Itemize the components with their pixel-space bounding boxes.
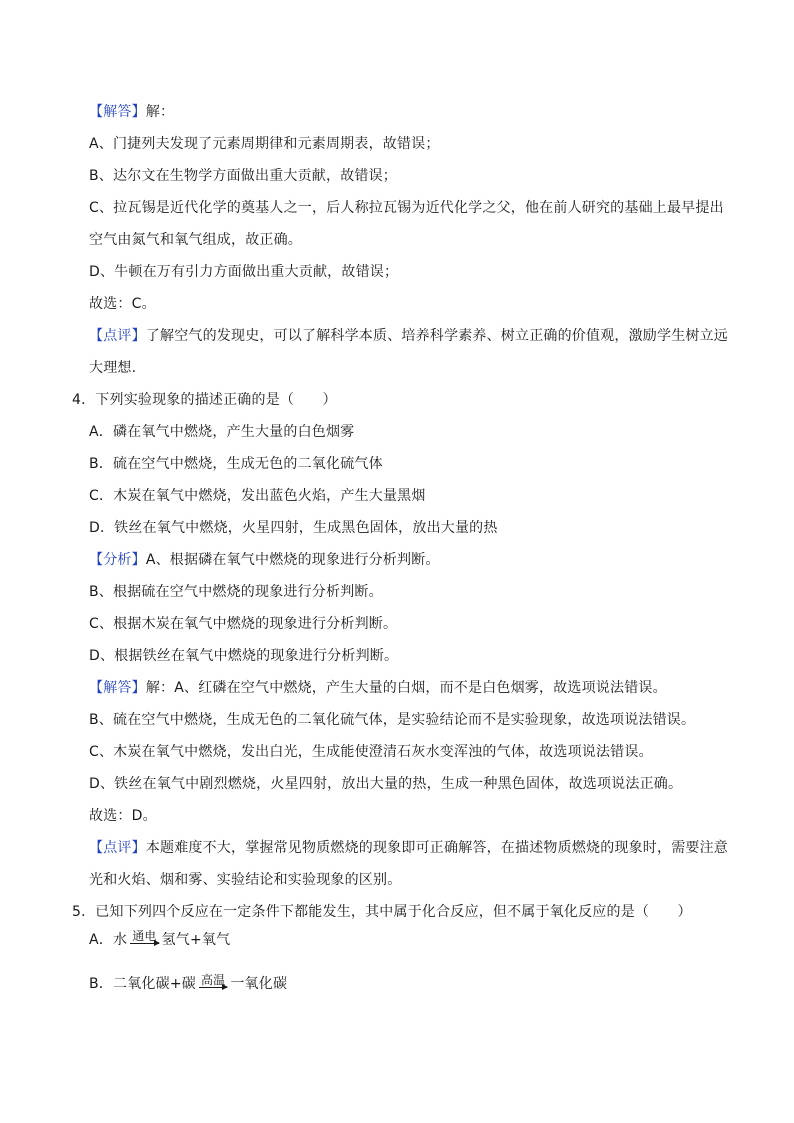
q4-answer-c: C、木炭在氧气中燃烧，发出白光，生成能使澄清石灰水变浑浊的气体，故选项说法错误。: [89, 744, 653, 760]
q3-answer-a: A、门捷列夫发现了元素周期律和元素周期表，故错误；: [89, 136, 440, 152]
q3-answer-tag: 【解答】: [89, 104, 146, 120]
q5-option-b: [89, 974, 287, 994]
q4-choice: 故选：D。: [89, 808, 157, 824]
q3-comment-text: 了解空气的发现史，可以了解科学本质、培养科学素养、树立正确的价值观，激励学生树立远: [145, 328, 729, 344]
q4-option-d: D．铁丝在氧气中燃烧，火星四射，生成黑色固体，放出大量的热: [89, 520, 498, 536]
q4-comment-tag: 【点评】: [89, 840, 146, 856]
q5-option-a-product: 氢气+氧气: [161, 932, 231, 948]
q5-option-a-reactant: 水: [112, 932, 128, 948]
q5-option-b-reactant: 二氧化碳+碳: [113, 976, 196, 992]
q4-question: 4．下列实验现象的描述正确的是（ ）: [72, 392, 337, 408]
q4-option-b: B．硫在空气中燃烧，生成无色的二氧化硫气体: [89, 456, 383, 472]
q4-comment-line2: 光和火焰、烟和雾、实验结论和实验现象的区别。: [89, 872, 402, 888]
q4-comment-line1: [89, 838, 728, 858]
q4-option-a: A．磷在氧气中燃烧，产生大量的白色烟雾: [89, 424, 355, 440]
q4-answer-line1: [89, 678, 667, 698]
q5-option-a-label: A．: [89, 932, 113, 948]
q5-option-b-label: B．: [89, 976, 114, 992]
reaction-arrow-b: [199, 974, 227, 994]
q4-option-c: C．木炭在氧气中燃烧，发出蓝色火焰，产生大量黑烟: [89, 488, 426, 504]
q5-question: 5．已知下列四个反应在一定条件下都能发生，其中属于化合反应，但不属于氧化反应的是（ ）: [72, 904, 692, 920]
q4-analysis-c: C、根据木炭在氧气中燃烧的现象进行分析判断。: [89, 616, 398, 632]
q3-answer-b: B、达尔文在生物学方面做出重大贡献，故错误；: [89, 168, 398, 184]
q5-option-b-product: 一氧化碳: [230, 976, 288, 992]
q3-answer-lead: 解：: [145, 104, 175, 120]
q3-answer-c-line1: C、拉瓦锡是近代化学的奠基人之一，后人称拉瓦锡为近代化学之父，他在前人研究的基础上最早提出: [89, 200, 724, 216]
arrow-right-icon: [130, 943, 158, 944]
q4-answer-b: B、硫在空气中燃烧，生成无色的二氧化硫气体，是实验结论而不是实验现象，故选项说法错误。: [89, 712, 696, 728]
arrow-right-icon: [199, 987, 227, 988]
q5-option-b-condition: 高温: [200, 973, 226, 987]
q4-analysis-d: D、根据铁丝在氧气中燃烧的现象进行分析判断。: [89, 648, 399, 664]
q3-answer-heading: [89, 102, 174, 122]
q3-comment-tag: 【点评】: [89, 328, 146, 344]
q3-comment-line2: 大理想.: [89, 360, 137, 376]
q4-comment-text: 本题难度不大，掌握常见物质燃烧的现象即可正确解答，在描述物质燃烧的现象时，需要注意: [145, 840, 729, 856]
q4-analysis-tag: 【分析】: [89, 552, 146, 568]
q3-comment-line1: [89, 326, 728, 346]
q4-answer-a: 解：A、红磷在空气中燃烧，产生大量的白烟，而不是白色烟雾，故选项说法错误。: [145, 680, 667, 696]
q4-answer-tag: 【解答】: [89, 680, 146, 696]
q4-analysis-line1: [89, 550, 440, 570]
q4-analysis-a: A、根据磷在氧气中燃烧的现象进行分析判断。: [145, 552, 440, 568]
q4-answer-d: D、铁丝在氧气中剧烈燃烧，火星四射，放出大量的热，生成一种黑色固体，故选项说法正确。: [89, 776, 683, 792]
q4-analysis-b: B、根据硫在空气中燃烧的现象进行分析判断。: [89, 584, 383, 600]
q3-choice: 故选：C。: [89, 296, 156, 312]
reaction-arrow-a: [130, 930, 158, 950]
q5-option-a-condition: 通电: [132, 929, 157, 943]
q5-option-a: [89, 930, 230, 950]
q3-answer-d: D、牛顿在万有引力方面做出重大贡献，故错误；: [89, 264, 399, 280]
q3-answer-c-line2: 空气由氮气和氧气组成，故正确。: [89, 232, 302, 248]
